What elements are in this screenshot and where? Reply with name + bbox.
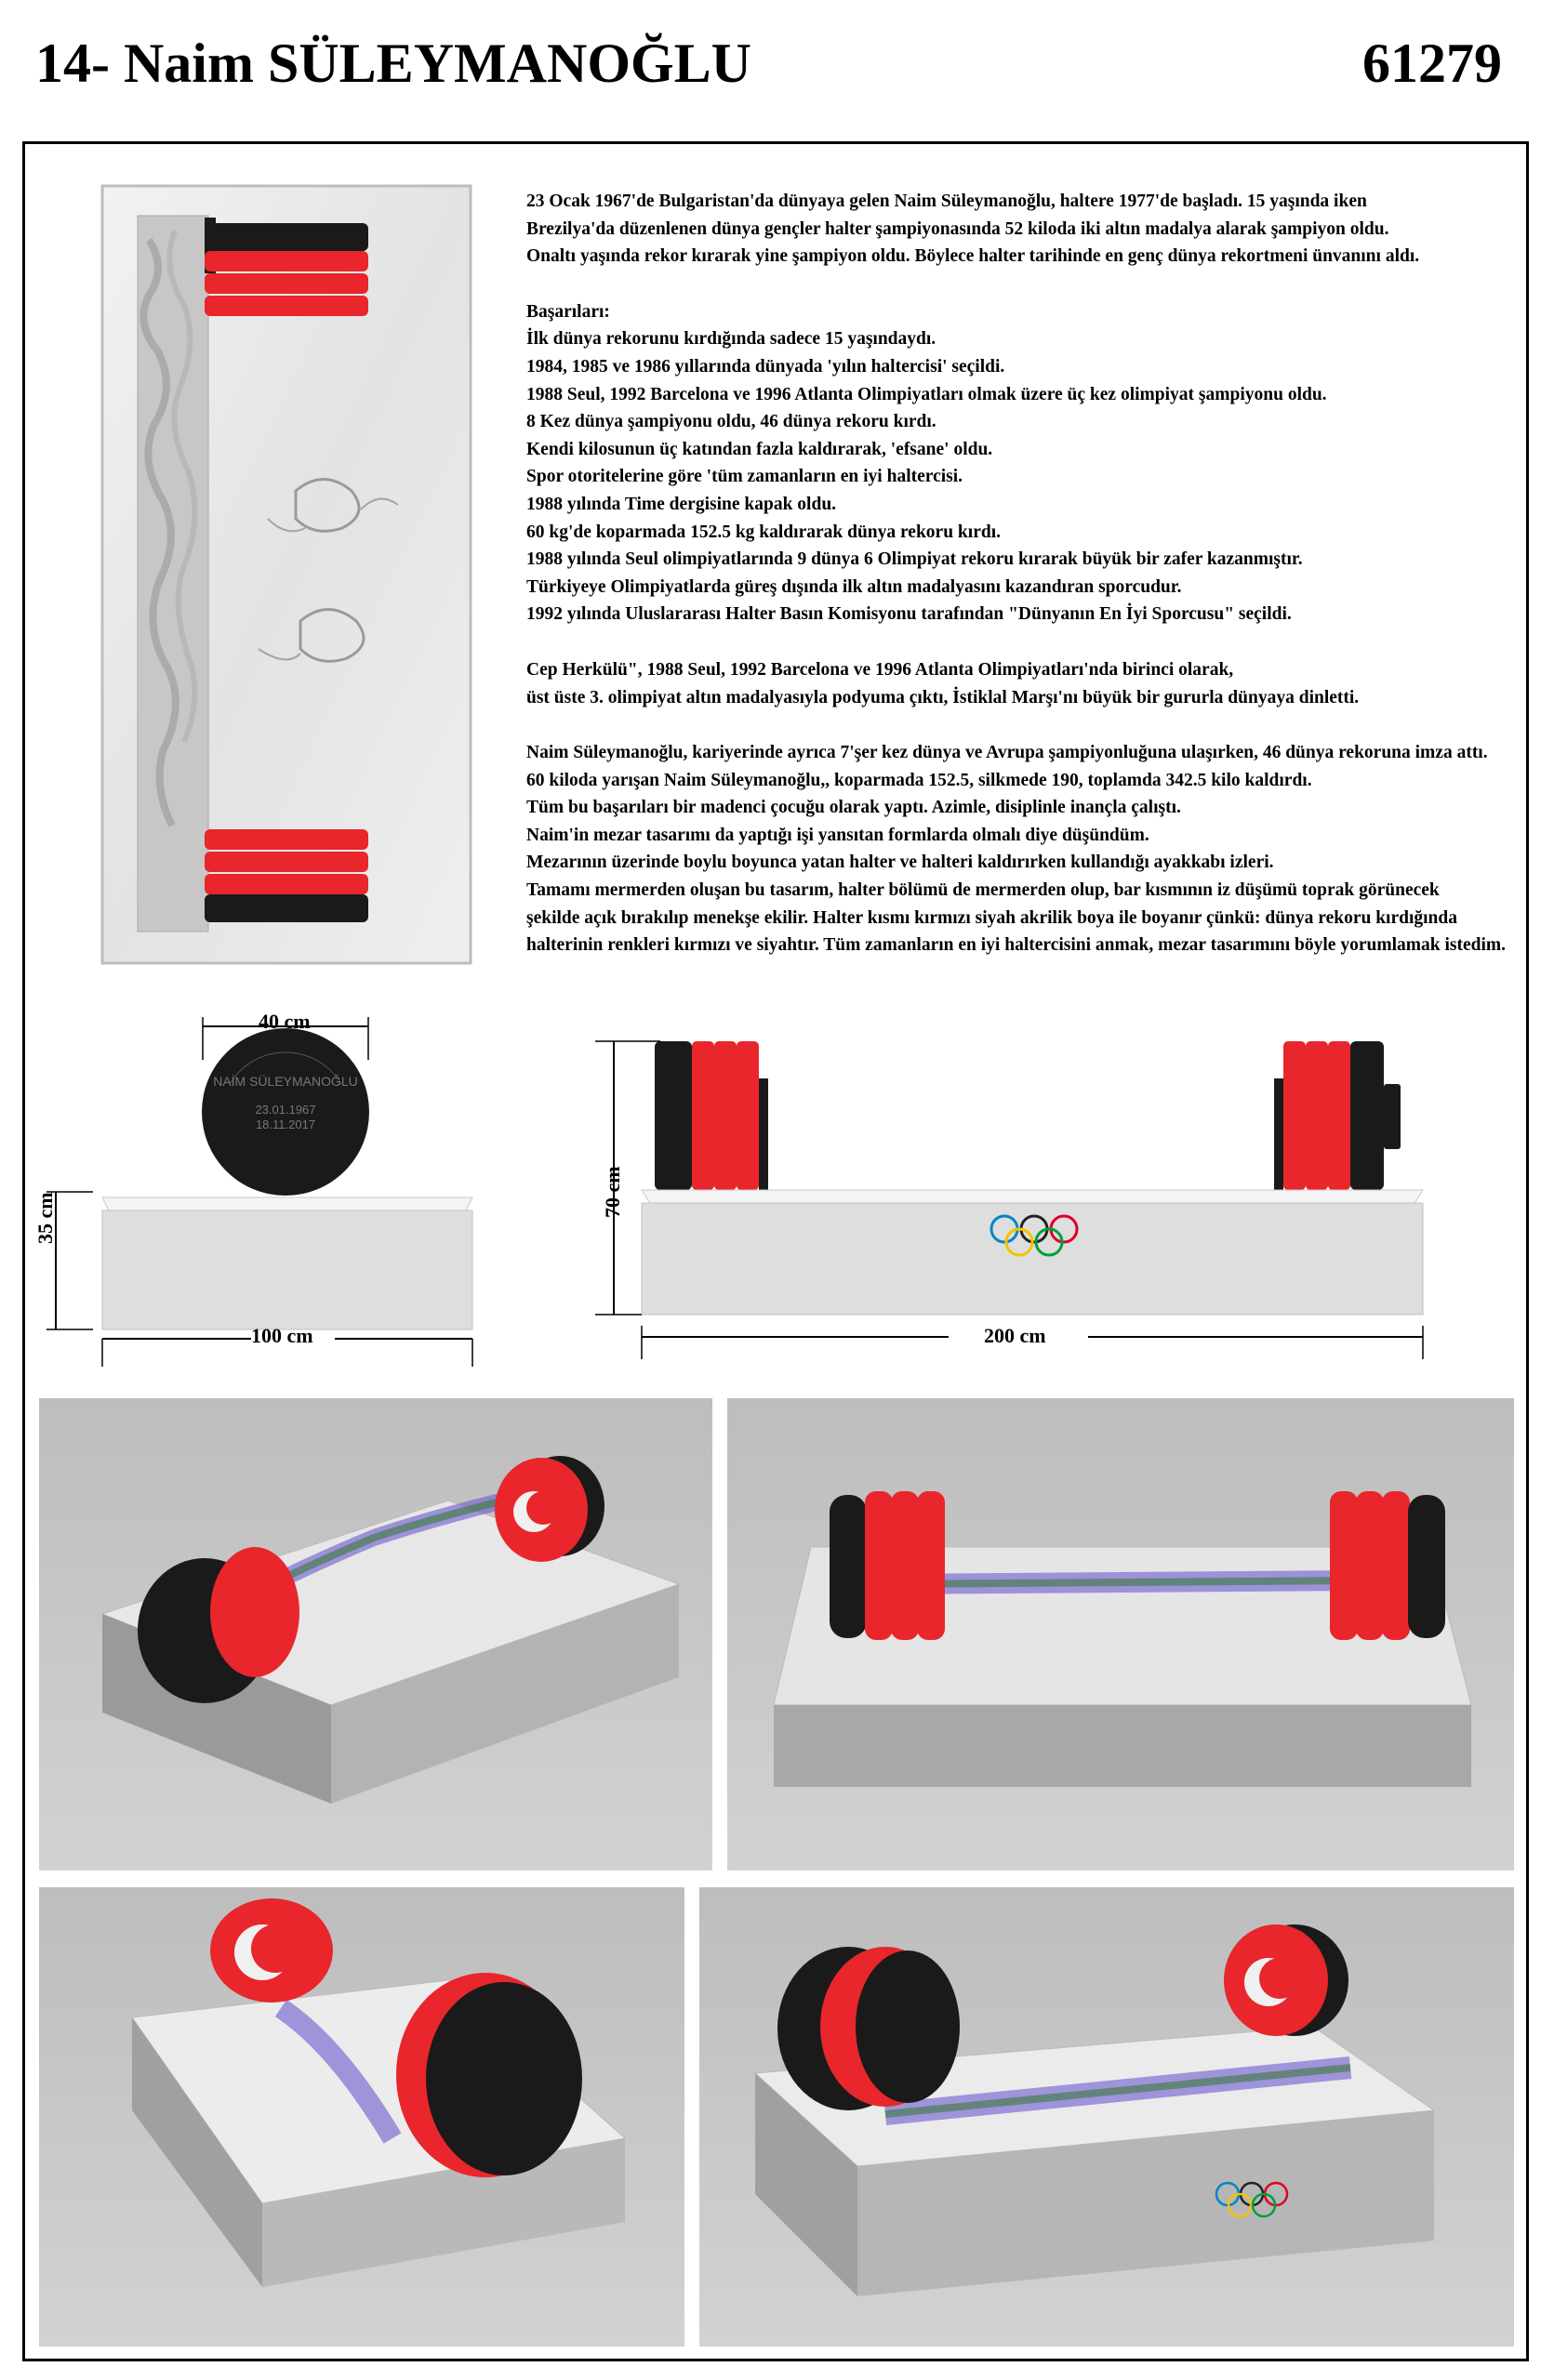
- achievement-line: 1988 Seul, 1992 Barcelona ve 1996 Atlanta Olimpiyatları olmak üzere üç kez olimpiyat şampiyonu oldu.: [526, 384, 1327, 404]
- dim-side-height: 35 cm: [33, 1192, 57, 1244]
- plate-death: 18.11.2017: [255, 1117, 316, 1131]
- design-line: Tamamı mermerden oluşan bu tasarım, halter bölümü de mermerden olup, bar kısmının iz düşümü toprak görünecek: [526, 880, 1440, 901]
- dim-plate-diameter: 40 cm: [259, 1010, 311, 1033]
- front-elevation: [577, 1023, 1507, 1376]
- render-perspective-1: [39, 1398, 712, 1871]
- render-perspective-2: [727, 1398, 1514, 1871]
- achievement-line: 60 kg'de koparmada 152.5 kg kaldırarak dünya rekoru kırdı.: [526, 522, 1001, 542]
- plate-name: NAİM SÜLEYMANOĞLU: [213, 1074, 358, 1089]
- render-perspective-3: [39, 1887, 684, 2347]
- design-line: Tüm bu başarıları bir madenci çocuğu olarak yaptı. Azimle, disiplinle inançla çalıştı.: [526, 798, 1181, 818]
- design-line: şekilde açık bırakılıp menekşe ekilir. Halter kısmı kırmızı siyah akrilik boya ile boyanır çünkü: dünya rekoru kırdığında: [526, 907, 1457, 928]
- achievement-line: 8 Kez dünya şampiyonu oldu, 46 dünya rekoru kırdı.: [526, 412, 936, 432]
- project-code: 61279: [1362, 33, 1502, 94]
- description-text: [526, 188, 1512, 959]
- achievement-line: 1984, 1985 ve 1986 yıllarında dünyada 'yılın haltercisi' seçildi.: [526, 356, 1005, 377]
- plan-view: [100, 184, 472, 965]
- plate-birth: 23.01.1967: [255, 1103, 316, 1117]
- design-line: Naim Süleymanoğlu, kariyerinde ayrıca 7'şer kez dünya ve Avrupa şampiyonluğuna ulaşırken, 46 dünya rekoruna imza attı.: [526, 743, 1488, 763]
- achievement-line: Spor otoritelerine göre 'tüm zamanların en iyi haltercisi.: [526, 467, 963, 487]
- achievement-line: Türkiyeye Olimpiyatlarda güreş dışında ilk altın madalyasını kazandıran sporcudur.: [526, 576, 1182, 597]
- achievement-line: İlk dünya rekorunu kırdığında sadece 15 yaşındaydı.: [526, 329, 936, 350]
- achievements-heading: Başarıları:: [526, 301, 610, 322]
- achievement-line: 1988 yılında Seul olimpiyatlarında 9 dünya 6 Olimpiyat rekoru kırarak büyük bir zafer kazanmıştır.: [526, 549, 1303, 570]
- design-line: 60 kiloda yarışan Naim Süleymanoğlu,, koparmada 152.5, silkmede 190, toplamda 342.5 kilo kaldırdı.: [526, 770, 1312, 790]
- herkul-line: üst üste 3. olimpiyat altın madalyasıyla podyuma çıktı, İstiklal Marşı'nı büyük bir gururla dünyaya dinletti.: [526, 687, 1360, 707]
- dim-front-height: 70 cm: [601, 1166, 624, 1218]
- achievement-line: Kendi kilosunun üç katından fazla kaldırarak, 'efsane' oldu.: [526, 439, 993, 459]
- side-elevation: [37, 1004, 502, 1376]
- intro-line: Onaltı yaşında rekor kırarak yine şampiyon oldu. Böylece halter tarihinde en genç dünya rekortmeni ünvanını aldı.: [526, 246, 1420, 267]
- intro-line: 23 Ocak 1967'de Bulgaristan'da dünyaya gelen Naim Süleymanoğlu, haltere 1977'de başladı. 15 yaşında iken: [526, 192, 1367, 211]
- design-line: Naim'in mezar tasarımı da yaptığı işi yansıtan formlarda olmalı diye düşündüm.: [526, 825, 1149, 845]
- dim-front-width: 200 cm: [984, 1324, 1046, 1347]
- render-perspective-4: [699, 1887, 1514, 2347]
- design-line: Mezarının üzerinde boylu boyunca yatan halter ve halteri kaldırırken kullandığı ayakkabı izleri.: [526, 853, 1274, 873]
- achievement-line: 1988 yılında Time dergisine kapak oldu.: [526, 494, 837, 514]
- dim-side-width: 100 cm: [251, 1324, 313, 1347]
- page-title: 14- Naim SÜLEYMANOĞLU: [35, 33, 752, 94]
- design-line: halterinin renkleri kırmızı ve siyahtır. Tüm zamanların en iyi haltercisini anmak, mezar tasarımını böyle yorumlamak istedim.: [526, 935, 1506, 956]
- intro-line: Brezilya'da düzenlenen dünya gençler halter şampiyonasında 52 kiloda iki altın madalya alarak şampiyon oldu.: [526, 218, 1389, 239]
- herkul-line: Cep Herkülü", 1988 Seul, 1992 Barcelona ve 1996 Atlanta Olimpiyatları'nda birinci olarak,: [526, 659, 1234, 680]
- achievement-line: 1992 yılında Uluslararası Halter Basın Komisyonu tarafından "Dünyanın En İyi Sporcusu" seçildi.: [526, 604, 1292, 625]
